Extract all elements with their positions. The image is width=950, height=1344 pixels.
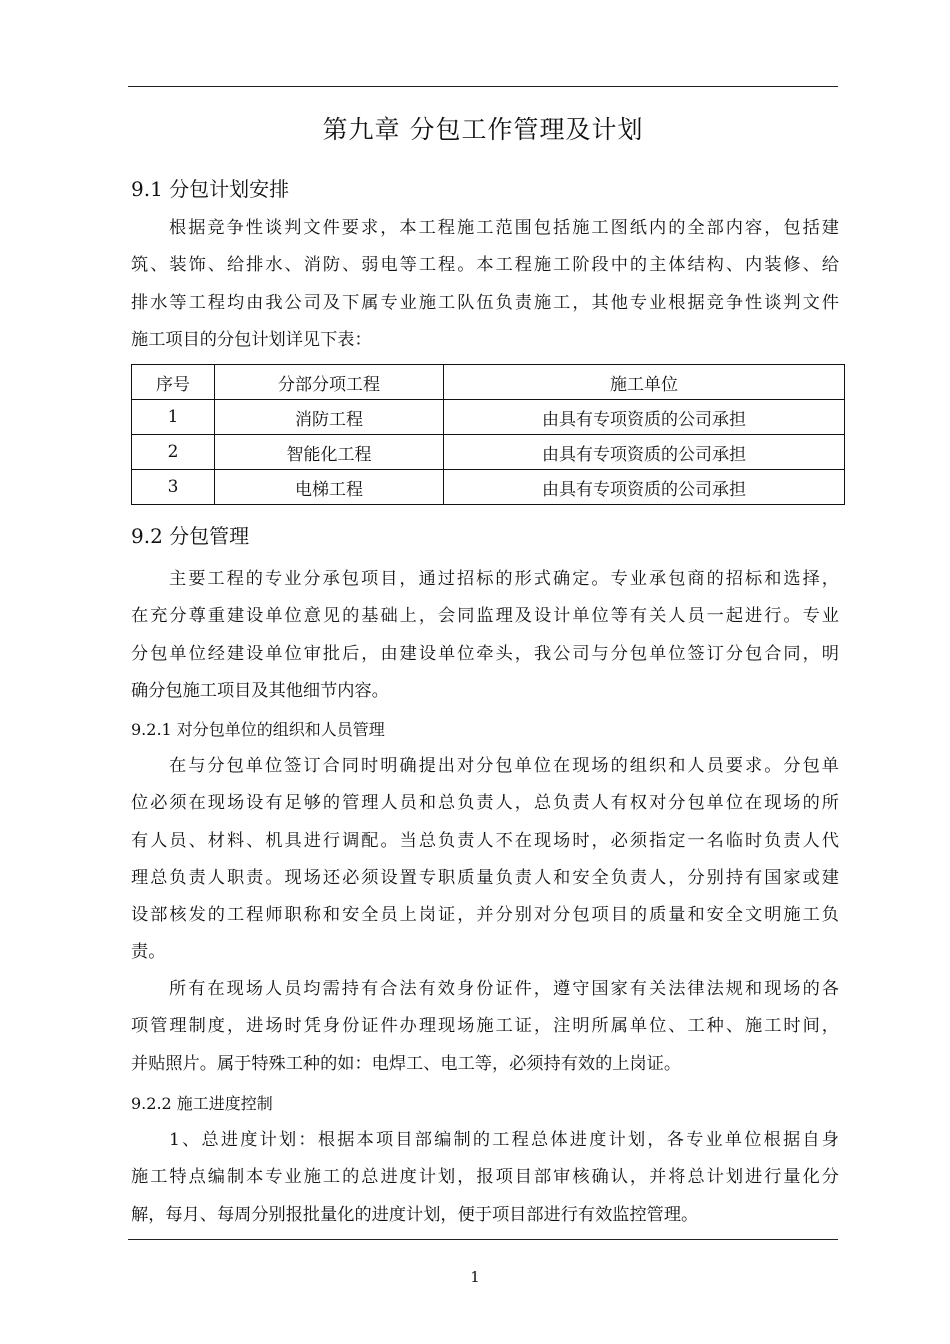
- section-9-1-heading: 9.1 分包计划安排: [131, 177, 290, 201]
- para-line: 主要工程的专业分承包项目，通过招标的形式确定。专业承包商的招标和选择，: [169, 569, 839, 589]
- page-number: 1: [470, 1268, 480, 1286]
- para-line: 在充分尊重建设单位意见的基础上，会同监理及设计单位等有关人员一起进行。专业: [131, 606, 839, 627]
- section-9-1-paragraph: [131, 210, 839, 359]
- header-cell-unit: 施工单位: [444, 365, 845, 400]
- header-cell-work: 分部分项工程: [215, 365, 444, 400]
- table-header-row: [132, 365, 845, 400]
- cell-work: 智能化工程: [215, 435, 444, 470]
- para-line: 设部核发的工程师职称和安全员上岗证，并分别对分包项目的质量和安全文明施工负: [131, 905, 839, 926]
- para-line: 所有在现场人员均需持有合法有效身份证件，遵守国家有关法律法规和现场的各: [169, 979, 839, 999]
- para-line: 位必须在现场设有足够的管理人员和总负责人，总负责人有权对分包单位在现场的所: [131, 793, 839, 814]
- cell-index: 3: [132, 470, 215, 505]
- para-line: 理总负责人职责。现场还必须设置专职质量负责人和安全负责人，分别持有国家或建: [131, 867, 839, 888]
- para-line: 有人员、材料、机具进行调配。当总负责人不在现场时，必须指定一名临时负责人代: [131, 830, 839, 851]
- para-line: 施工项目的分包计划详见下表：: [131, 329, 372, 350]
- para-line: 责。: [131, 942, 166, 963]
- section-9-2-1-heading: 9.2.1 对分包单位的组织和人员管理: [131, 720, 385, 739]
- cell-index: 2: [132, 435, 215, 470]
- section-9-2-1-paragraph-1: [131, 748, 839, 972]
- table-row: [132, 470, 845, 505]
- chapter-title: 第九章 分包工作管理及计划: [322, 115, 644, 144]
- section-9-2-1-paragraph-2: [131, 971, 839, 1083]
- section-9-2-2-heading: 9.2.2 施工进度控制: [131, 1094, 273, 1113]
- cell-work: 消防工程: [215, 400, 444, 435]
- footer-rule: [128, 1239, 838, 1240]
- para-line: 施工特点编制本专业施工的总进度计划，报项目部审核确认，并将总计划进行量化分: [131, 1167, 839, 1188]
- cell-unit: 由具有专项资质的公司承担: [444, 470, 845, 505]
- para-line: 根据竞争性谈判文件要求，本工程施工范围包括施工图纸内的全部内容，包括建: [169, 218, 839, 238]
- para-line: 分包单位经建设单位审批后，由建设单位牵头，我公司与分包单位签订分包合同，明: [131, 643, 839, 664]
- section-9-2-heading: 9.2 分包管理: [131, 524, 250, 548]
- para-line: 项管理制度，进场时凭身份证件办理现场施工证，注明所属单位、工种、施工时间，: [131, 1016, 839, 1037]
- para-line: 排水等工程均由我公司及下属专业施工队伍负责施工，其他专业根据竞争性谈判文件: [131, 292, 839, 313]
- section-9-2-paragraph: [131, 561, 839, 710]
- cell-index: 1: [132, 400, 215, 435]
- section-9-2-2-paragraph: [131, 1122, 839, 1234]
- para-line: 1、总进度计划：根据本项目部编制的工程总体进度计划，各专业单位根据自身: [169, 1130, 839, 1150]
- table-row: [132, 435, 845, 470]
- table-row: [132, 400, 845, 435]
- para-line: 在与分包单位签订合同时明确提出对分包单位在现场的组织和人员要求。分包单: [169, 756, 839, 776]
- para-line: 解，每月、每周分别报批量化的进度计划，便于项目部进行有效监控管理。: [131, 1204, 699, 1225]
- header-cell-index: 序号: [132, 365, 215, 400]
- para-line: 确分包施工项目及其他细节内容。: [131, 680, 389, 701]
- subcontract-table: [131, 364, 845, 505]
- para-line: 并贴照片。属于特殊工种的如：电焊工、电工等，必须持有效的上岗证。: [131, 1053, 682, 1074]
- cell-work: 电梯工程: [215, 470, 444, 505]
- header-rule: [128, 86, 838, 87]
- cell-unit: 由具有专项资质的公司承担: [444, 400, 845, 435]
- cell-unit: 由具有专项资质的公司承担: [444, 435, 845, 470]
- para-line: 筑、装饰、给排水、消防、弱电等工程。本工程施工阶段中的主体结构、内装修、给: [131, 255, 839, 276]
